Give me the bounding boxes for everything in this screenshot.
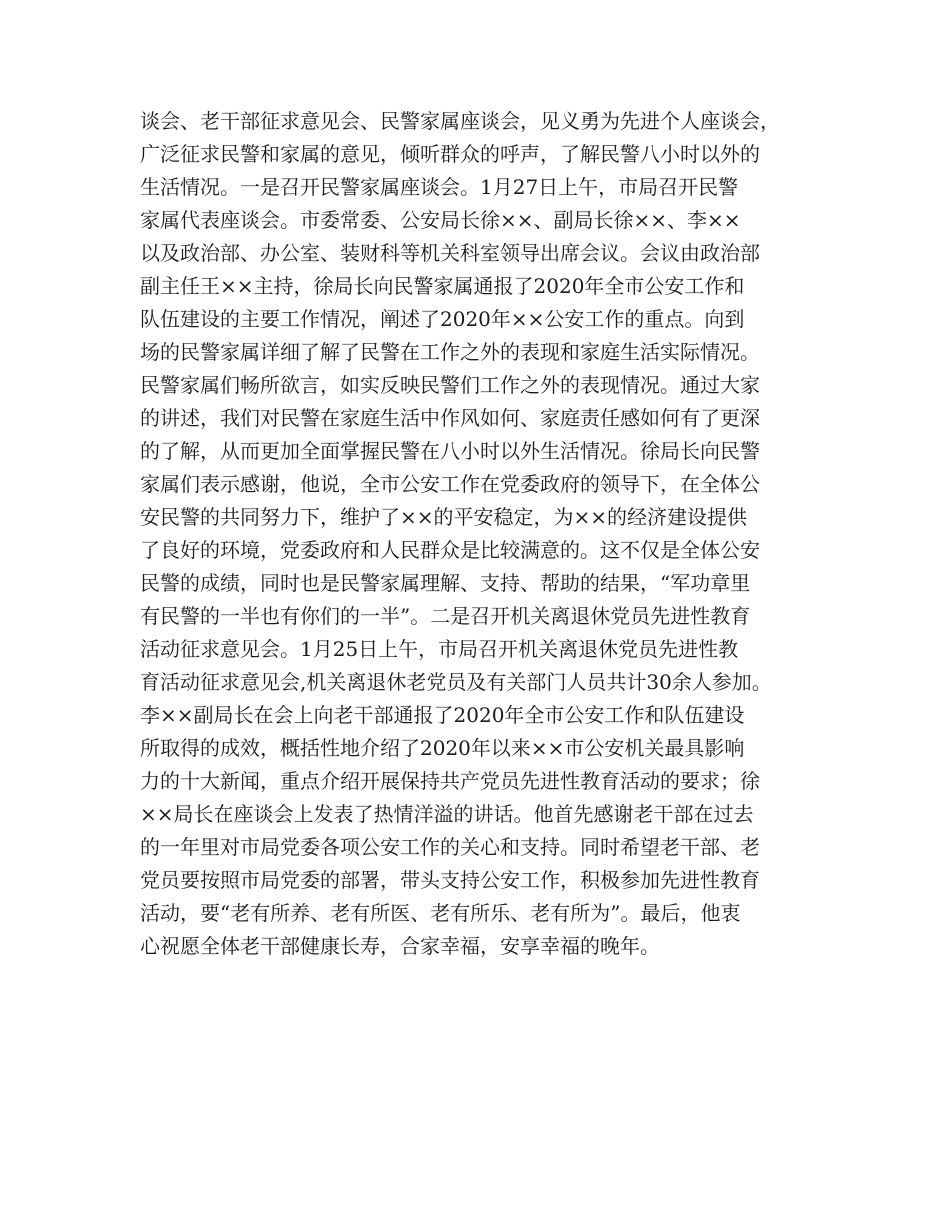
body-paragraph xyxy=(140,105,820,963)
text-line-1: 谈会、老干部征求意见会、民警家属座谈会，见义勇为先进个人座谈会， xyxy=(140,109,780,133)
text-line-12: 家属们表示感谢，他说，全市公安工作在党委政府的领导下，在全体公 xyxy=(140,472,760,496)
text-line-10: 的讲述，我们对民警在家庭生活中作风如何、家庭责任感如何有了更深 xyxy=(140,406,760,430)
text-line-14: 了良好的环境，党委政府和人民群众是比较满意的。这不仅是全体公安 xyxy=(140,538,760,562)
text-line-25: 活动，要“老有所养、老有所医、老有所乐、老有所为”。最后，他衷 xyxy=(140,901,741,925)
text-line-23: 的一年里对市局党委各项公安工作的关心和支持。同时希望老干部、老 xyxy=(140,835,760,859)
text-line-19: 李××副局长在会上向老干部通报了2020年全市公安工作和队伍建设 xyxy=(140,703,745,727)
text-line-5: 以及政治部、办公室、装财科等机关科室领导出席会议。会议由政治部 xyxy=(140,241,760,265)
text-line-11: 的了解，从而更加全面掌握民警在八小时以外生活情况。徐局长向民警 xyxy=(140,439,760,463)
text-line-7: 队伍建设的主要工作情况，阐述了2020年××公安工作的重点。向到 xyxy=(140,307,745,331)
text-line-17: 活动征求意见会。1月25日上午，市局召开机关离退休党员先进性教 xyxy=(140,637,739,661)
text-line-8: 场的民警家属详细了解了民警在工作之外的表现和家庭生活实际情况。 xyxy=(140,340,760,364)
text-line-24: 党员要按照市局党委的部署，带头支持公安工作，积极参加先进性教育 xyxy=(140,868,760,892)
text-line-20: 所取得的成效，概括性地介绍了2020年以来××市公安机关最具影响 xyxy=(140,736,745,760)
text-line-13: 安民警的共同努力下，维护了××的平安稳定，为××的经济建设提供 xyxy=(140,505,748,529)
text-line-16: 有民警的一半也有你们的一半”。二是召开机关离退休党员先进性教育 xyxy=(140,604,751,628)
text-line-4: 家属代表座谈会。市委常委、公安局长徐××、副局长徐××、李×× xyxy=(140,208,741,232)
text-line-3: 生活情况。一是召开民警家属座谈会。1月27日上午，市局召开民警 xyxy=(140,175,739,199)
text-line-21: 力的十大新闻，重点介绍开展保持共产党员先进性教育活动的要求；徐 xyxy=(140,769,760,793)
text-line-18: 育活动征求意见会,机关离退休老党员及有关部门人员共计30余人参加。 xyxy=(140,670,772,694)
text-line-26: 心祝愿全体老干部健康长寿，合家幸福，安享幸福的晚年。 xyxy=(140,934,660,958)
text-line-6: 副主任王××主持，徐局长向民警家属通报了2020年全市公安工作和 xyxy=(140,274,745,298)
text-line-22: ××局长在座谈会上发表了热情洋溢的讲话。他首先感谢老干部在过去 xyxy=(140,802,754,826)
text-line-9: 民警家属们畅所欲言，如实反映民警们工作之外的表现情况。通过大家 xyxy=(140,373,760,397)
text-line-15: 民警的成绩，同时也是民警家属理解、支持、帮助的结果，“军功章里 xyxy=(140,571,751,595)
text-line-2: 广泛征求民警和家属的意见，倾听群众的呼声，了解民警八小时以外的 xyxy=(140,142,760,166)
